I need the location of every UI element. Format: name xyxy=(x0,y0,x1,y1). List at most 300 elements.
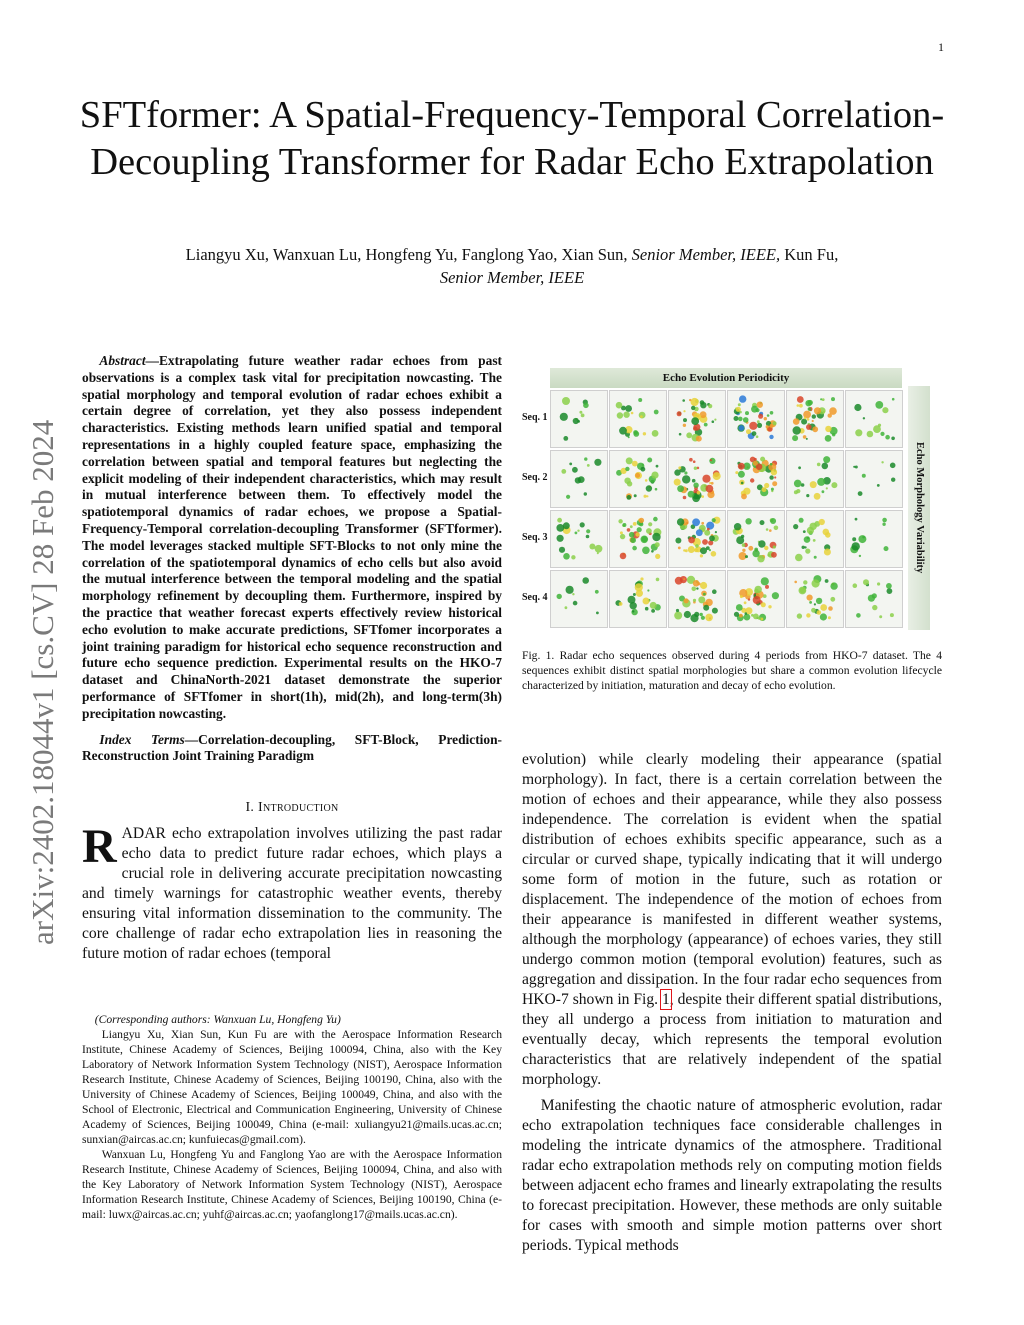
paper-title: SFTformer: A Spatial-Frequency-Temporal Correlation-Decoupling Transformer for Radar Echo Extrapolation xyxy=(79,94,945,183)
radar-echo-cell xyxy=(627,528,631,532)
radar-echo-cell xyxy=(816,598,822,604)
radar-echo-cell xyxy=(635,532,639,536)
radar-echo-cell xyxy=(647,589,649,591)
radar-echo-cell xyxy=(743,417,749,423)
radar-echo-cell xyxy=(700,613,703,616)
radar-echo-cell xyxy=(573,601,578,606)
radar-echo-cell xyxy=(656,578,660,582)
radar-echo-cell xyxy=(632,546,637,551)
radar-echo-cell xyxy=(771,469,777,475)
figure-1 xyxy=(550,368,934,630)
page-number: 1 xyxy=(938,40,944,54)
radar-echo-cell xyxy=(715,531,717,533)
radar-echo-cell xyxy=(749,422,757,430)
radar-echo-cell xyxy=(700,554,703,557)
radar-echo-cell xyxy=(572,593,574,595)
radar-echo-cell xyxy=(646,485,652,491)
radar-echo-cell xyxy=(855,429,862,436)
radar-echo-cell xyxy=(806,424,812,430)
radar-echo-cell xyxy=(674,479,681,486)
radar-echo-cell xyxy=(806,494,809,497)
radar-echo-cell xyxy=(630,537,636,543)
radar-echo-cell xyxy=(882,407,888,413)
radar-echo-cell xyxy=(643,598,650,605)
radar-echo-cell xyxy=(712,608,718,614)
radar-frame-image xyxy=(668,450,726,508)
radar-echo-cell xyxy=(638,398,642,402)
radar-echo-cell xyxy=(812,426,818,432)
radar-echo-cell xyxy=(703,593,706,596)
radar-echo-cell xyxy=(858,491,863,496)
radar-frame-image xyxy=(609,570,667,628)
radar-echo-cell xyxy=(677,518,684,525)
radar-echo-graphic xyxy=(728,451,784,507)
radar-echo-cell xyxy=(632,461,638,467)
abstract xyxy=(82,353,502,723)
radar-echo-cell xyxy=(640,577,643,580)
radar-echo-cell xyxy=(655,542,660,547)
radar-echo-cell xyxy=(712,518,716,522)
radar-echo-cell xyxy=(804,417,807,420)
radar-echo-cell xyxy=(697,491,701,495)
radar-echo-cell xyxy=(804,546,806,548)
radar-echo-cell xyxy=(742,549,745,552)
radar-echo-cell xyxy=(561,469,566,474)
radar-echo-cell xyxy=(875,401,883,409)
radar-echo-cell xyxy=(651,609,655,613)
radar-echo-cell xyxy=(806,438,808,440)
radar-echo-cell xyxy=(683,578,685,580)
radar-echo-graphic xyxy=(551,451,607,507)
radar-echo-cell xyxy=(702,475,710,483)
radar-echo-cell xyxy=(806,613,810,617)
radar-echo-cell xyxy=(814,493,821,500)
radar-echo-graphic xyxy=(846,511,902,567)
radar-echo-cell xyxy=(797,613,802,618)
radar-echo-cell xyxy=(745,555,748,558)
radar-echo-cell xyxy=(822,398,825,401)
radar-echo-cell xyxy=(817,478,825,486)
radar-echo-cell xyxy=(767,554,770,557)
radar-echo-graphic xyxy=(669,571,725,627)
radar-echo-cell xyxy=(683,410,685,412)
radar-echo-cell xyxy=(625,405,632,412)
radar-echo-cell xyxy=(770,411,774,415)
radar-echo-cell xyxy=(711,482,714,485)
radar-echo-cell xyxy=(852,542,860,550)
radar-echo-cell xyxy=(700,547,707,554)
radar-echo-cell xyxy=(760,520,765,525)
radar-echo-cell xyxy=(566,586,574,594)
index-terms xyxy=(82,732,502,766)
radar-echo-cell xyxy=(793,426,801,434)
radar-echo-cell xyxy=(684,471,687,474)
radar-echo-cell xyxy=(648,522,652,526)
radar-echo-graphic xyxy=(551,571,607,627)
radar-echo-cell xyxy=(678,547,681,550)
radar-echo-cell xyxy=(867,431,874,438)
corresponding-authors: (Corresponding authors: Wanxuan Lu, Hongfeng Yu) xyxy=(94,1013,341,1026)
radar-echo-cell xyxy=(769,475,773,479)
radar-echo-cell xyxy=(814,556,817,559)
radar-echo-cell xyxy=(734,523,741,530)
radar-echo-cell xyxy=(683,424,686,427)
radar-echo-cell xyxy=(644,495,647,498)
radar-echo-cell xyxy=(810,481,817,488)
radar-echo-cell xyxy=(879,615,882,618)
radar-echo-cell xyxy=(812,414,816,418)
figure-title: Echo Evolution Periodicity xyxy=(550,368,902,388)
radar-echo-cell xyxy=(736,536,744,544)
radar-echo-cell xyxy=(812,420,814,422)
radar-echo-cell xyxy=(872,605,877,610)
radar-echo-cell xyxy=(653,517,658,522)
radar-echo-cell xyxy=(627,495,632,500)
radar-echo-cell xyxy=(772,481,777,486)
radar-echo-cell xyxy=(597,552,599,554)
radar-echo-cell xyxy=(642,464,644,466)
radar-echo-cell xyxy=(713,472,721,480)
radar-echo-cell xyxy=(822,463,829,470)
radar-echo-cell xyxy=(693,460,696,463)
radar-echo-graphic xyxy=(610,571,666,627)
radar-echo-cell xyxy=(770,463,773,466)
radar-echo-cell xyxy=(820,604,827,611)
radar-echo-cell xyxy=(622,523,626,527)
radar-echo-graphic xyxy=(787,571,843,627)
body-paragraph-2: Manifesting the chaotic nature of atmospheric evolution, radar echo extrapolation techniques face considerable challenges in modeling the intricate dynamics of the atmosphere. Traditional radar echo extrapolation methods rely on computing motion fields between adjacent echo frames and linearly extrapolating the results to forecast precipitation. However, these methods are only suitable for cases with smooth and simple motion patterns over short periods. Typical methods xyxy=(522,1097,942,1254)
radar-echo-graphic xyxy=(669,451,725,507)
radar-echo-cell xyxy=(645,479,648,482)
radar-frame-image xyxy=(786,570,844,628)
radar-echo-cell xyxy=(739,614,743,618)
radar-echo-cell xyxy=(703,605,709,611)
radar-echo-cell xyxy=(814,407,821,414)
radar-echo-cell xyxy=(700,402,706,408)
radar-echo-cell xyxy=(643,432,646,435)
radar-echo-cell xyxy=(623,412,629,418)
radar-echo-cell xyxy=(734,612,739,617)
radar-echo-cell xyxy=(557,594,562,599)
radar-echo-cell xyxy=(800,587,806,593)
radar-echo-cell xyxy=(810,523,817,530)
radar-frame-image xyxy=(845,390,903,448)
radar-echo-cell xyxy=(586,535,590,539)
radar-echo-cell xyxy=(774,526,779,531)
body-paragraph-1-b: , despite their different spatial distributions, they all undergo a process from initiation to maturation and eventually decay, which represents the temporal evolution characteristics that are relatively independent of the spatial morphology. xyxy=(522,991,942,1088)
radar-echo-cell xyxy=(583,403,589,409)
radar-echo-cell xyxy=(766,425,769,428)
radar-echo-cell xyxy=(765,585,769,589)
radar-echo-cell xyxy=(625,467,629,471)
figure-side-label: Echo Morphology Variability xyxy=(908,386,930,630)
radar-frame-image xyxy=(727,510,785,568)
radar-echo-cell xyxy=(863,579,869,585)
radar-echo-cell xyxy=(560,413,568,421)
radar-echo-cell xyxy=(891,478,895,482)
radar-echo-cell xyxy=(651,472,658,479)
radar-echo-cell xyxy=(563,553,570,560)
radar-echo-cell xyxy=(744,601,747,604)
radar-echo-cell xyxy=(882,523,885,526)
radar-echo-cell xyxy=(645,607,649,611)
radar-echo-cell xyxy=(693,580,700,587)
radar-echo-cell xyxy=(825,435,832,442)
abstract-text: —Extrapolating future weather radar echoes from past observations is a complex task vital for precipitation nowcasting. The spatial morphology and temporal evolution of radar echoes exhibit a certain degree of correlation, yet they also possess independent characteristics. Existing methods learn unified spatial and temporal representations in a highly coupled feature space, emphasizing the correlation between spatial and temporal features but neglecting the explicit modeling of their independent characteristics, which may result in mutual interference between them. To effectively model the spatiotemporal dynamics of radar echoes, we propose a Spatial-Frequency-Temporal correlation-decoupling Transformer (SFTformer). The model leverages stacked multiple SFT-Blocks to not only mine the correlation of the spatiotemporal dynamics of echo cells but also avoid the mutual interference between the temporal modeling and the spatial morphology refinement by decoupling them. Furthermore, inspired by the practice that weather forecast experts effectively review historical echo evolution to make accurate predictions, SFTfomer incorporates a joint training paradigm for historical echo sequence reconstruction and future echo sequence prediction. Experimental results on the HKO-7 dataset and ChinaNorth-2021 dataset demonstrate the superior performance of SFTfomer in short(1h), mid(2h), and long-term(3h) precipitation nowcasting. xyxy=(82,353,502,721)
radar-echo-cell xyxy=(877,484,880,487)
radar-echo-cell xyxy=(887,588,893,594)
radar-sequence-row xyxy=(550,510,902,570)
radar-echo-cell xyxy=(650,602,657,609)
index-terms-text: —Correlation-decoupling, SFT-Block, Prediction-Reconstruction Joint Training Paradigm xyxy=(82,731,502,764)
radar-frame-image xyxy=(727,450,785,508)
radar-echo-cell xyxy=(639,518,644,523)
radar-echo-cell xyxy=(859,555,861,557)
radar-echo-cell xyxy=(654,410,659,415)
radar-echo-cell xyxy=(885,435,890,440)
radar-echo-cell xyxy=(767,414,770,417)
radar-echo-graphic xyxy=(728,391,784,447)
radar-echo-cell xyxy=(646,528,652,534)
radar-echo-cell xyxy=(736,604,743,611)
radar-echo-cell xyxy=(751,406,758,413)
radar-echo-cell xyxy=(854,404,861,411)
intro-text: ADAR echo extrapolation involves utilizing the past radar echo data to predict future radar echoes, which plays a crucial role in delivering accurate precipitation nowcasting and timely warnings for catastrophic weather events, thereby ensuring vital information dissemination to the community. The core challenge of radar echo extrapolation lies in reasoning the future motion of radar echoes (temporal xyxy=(82,825,502,963)
radar-echo-cell xyxy=(641,467,646,472)
radar-echo-graphic xyxy=(846,391,902,447)
radar-echo-cell xyxy=(890,463,896,469)
radar-echo-cell xyxy=(758,617,761,620)
radar-echo-cell xyxy=(712,420,715,423)
radar-sequence-row xyxy=(550,450,902,510)
radar-echo-cell xyxy=(801,419,807,425)
radar-frame-image xyxy=(609,450,667,508)
radar-echo-cell xyxy=(823,529,830,536)
radar-echo-graphic xyxy=(728,571,784,627)
radar-frame-image xyxy=(609,510,667,568)
radar-echo-cell xyxy=(682,475,690,483)
radar-echo-cell xyxy=(580,522,585,527)
radar-echo-cell xyxy=(820,613,827,620)
radar-echo-cell xyxy=(684,598,689,603)
radar-echo-cell xyxy=(792,435,798,441)
radar-echo-cell xyxy=(794,581,797,584)
radar-echo-cell xyxy=(571,555,575,559)
radar-echo-cell xyxy=(689,399,691,401)
radar-echo-cell xyxy=(683,418,687,422)
radar-echo-cell xyxy=(575,532,578,535)
radar-echo-cell xyxy=(824,549,831,556)
radar-echo-cell xyxy=(674,612,682,620)
radar-echo-cell xyxy=(773,545,776,548)
radar-frame-image xyxy=(668,510,726,568)
radar-echo-cell xyxy=(739,411,742,414)
radar-echo-cell xyxy=(803,435,807,439)
radar-echo-cell xyxy=(760,457,765,462)
radar-echo-cell xyxy=(707,528,710,531)
radar-echo-cell xyxy=(740,595,743,598)
radar-echo-cell xyxy=(807,418,810,421)
radar-echo-cell xyxy=(589,544,595,550)
radar-echo-cell xyxy=(694,467,697,470)
abstract-label: Abstract xyxy=(99,353,146,368)
radar-echo-cell xyxy=(701,495,704,498)
radar-echo-graphic xyxy=(787,451,843,507)
radar-echo-cell xyxy=(652,430,659,437)
radar-echo-cell xyxy=(701,522,704,525)
radar-frame-image xyxy=(845,510,903,568)
radar-echo-cell xyxy=(826,487,828,489)
radar-echo-cell xyxy=(853,583,858,588)
radar-sequence-row xyxy=(550,570,902,630)
radar-echo-cell xyxy=(631,412,634,415)
radar-echo-cell xyxy=(711,551,717,557)
radar-echo-graphic xyxy=(728,511,784,567)
radar-echo-cell xyxy=(578,476,585,483)
radar-echo-cell xyxy=(712,589,717,594)
radar-echo-cell xyxy=(880,432,884,436)
radar-echo-cell xyxy=(768,605,771,608)
radar-echo-cell xyxy=(757,402,763,408)
author-list xyxy=(90,243,934,289)
radar-echo-cell xyxy=(761,577,769,585)
radar-echo-cell xyxy=(694,548,698,552)
radar-echo-cell xyxy=(565,606,568,609)
radar-echo-cell xyxy=(797,404,800,407)
radar-echo-cell xyxy=(855,466,858,469)
radar-echo-cell xyxy=(819,519,825,525)
radar-echo-cell xyxy=(830,597,835,602)
radar-echo-cell xyxy=(855,518,858,521)
radar-echo-cell xyxy=(596,612,599,615)
radar-echo-cell xyxy=(709,549,711,551)
figure-reference-link[interactable]: 1 xyxy=(662,991,670,1008)
radar-echo-cell xyxy=(696,436,702,442)
radar-echo-cell xyxy=(691,398,699,406)
radar-echo-cell xyxy=(766,528,769,531)
radar-echo-cell xyxy=(693,483,698,488)
radar-echo-graphic xyxy=(610,511,666,567)
radar-echo-cell xyxy=(685,549,688,552)
radar-echo-cell xyxy=(632,610,634,612)
radar-echo-cell xyxy=(811,608,816,613)
radar-echo-cell xyxy=(769,435,773,439)
radar-echo-cell xyxy=(758,540,765,547)
radar-echo-cell xyxy=(635,583,643,591)
radar-echo-cell xyxy=(750,478,754,482)
radar-echo-graphic xyxy=(610,391,666,447)
radar-echo-cell xyxy=(753,596,761,604)
radar-echo-cell xyxy=(704,423,708,427)
radar-frame-image xyxy=(786,390,844,448)
radar-echo-graphic xyxy=(551,391,607,447)
radar-echo-cell xyxy=(798,466,801,469)
arxiv-stamp: arXiv:2402.18044v1 [cs.CV] 28 Feb 2024 xyxy=(25,419,60,945)
radar-echo-cell xyxy=(677,411,682,416)
radar-echo-cell xyxy=(744,614,751,621)
radar-echo-cell xyxy=(626,457,633,464)
radar-echo-cell xyxy=(569,463,572,466)
radar-echo-cell xyxy=(706,485,714,493)
radar-frame-image xyxy=(550,570,608,628)
radar-echo-cell xyxy=(695,544,699,548)
radar-echo-cell xyxy=(799,518,804,523)
radar-echo-cell xyxy=(624,478,630,484)
radar-echo-cell xyxy=(582,577,589,584)
radar-echo-cell xyxy=(642,547,650,555)
radar-sequence-row xyxy=(550,390,902,450)
radar-echo-cell xyxy=(683,496,687,500)
radar-echo-cell xyxy=(620,553,627,560)
radar-echo-cell xyxy=(562,397,570,405)
radar-echo-cell xyxy=(696,587,698,589)
radar-echo-cell xyxy=(764,483,769,488)
radar-echo-cell xyxy=(689,458,693,462)
radar-frame-image xyxy=(550,510,608,568)
seq-label-1: Seq. 1 xyxy=(522,412,548,423)
radar-echo-cell xyxy=(877,582,880,585)
radar-echo-cell xyxy=(684,611,691,618)
radar-echo-cell xyxy=(628,596,636,604)
radar-echo-cell xyxy=(873,425,881,433)
radar-echo-cell xyxy=(704,530,710,536)
radar-echo-cell xyxy=(823,456,830,463)
radar-echo-cell xyxy=(640,415,643,418)
radar-echo-cell xyxy=(619,427,627,435)
radar-echo-cell xyxy=(573,418,579,424)
radar-echo-cell xyxy=(734,416,739,421)
section-title: Introduction xyxy=(258,800,339,816)
radar-echo-cell xyxy=(646,495,648,497)
radar-echo-cell xyxy=(892,398,895,401)
radar-echo-cell xyxy=(634,494,637,497)
radar-echo-cell xyxy=(764,546,768,550)
radar-echo-cell xyxy=(628,436,630,438)
radar-echo-cell xyxy=(745,518,751,524)
radar-echo-cell xyxy=(769,529,772,532)
radar-echo-cell xyxy=(655,554,660,559)
radar-echo-cell xyxy=(676,609,679,612)
author-names-tail: Kun Fu, xyxy=(784,245,839,264)
radar-echo-cell xyxy=(637,527,642,532)
radar-echo-cell xyxy=(793,524,798,529)
radar-echo-cell xyxy=(795,554,803,562)
footnote-affiliation-2: Wanxuan Lu, Hongfeng Yu and Fanglong Yao are with the Aerospace Information Research Institute, Chinese Academy of Sciences, Beijing 100094, China, and also with the Key Laboratory of Network Information System Technology (NIST), Aerospace Information Research Institute, Chinese Academy of Sciences, Beijing 100190, China (e-mail: luwx@aircas.ac.cn; yuhf@aircas.ac.cn; yaofanglong17@mails.ucas.ac.cn). xyxy=(82,1148,502,1221)
radar-echo-cell xyxy=(863,417,865,419)
radar-echo-cell xyxy=(741,494,747,500)
radar-echo-cell xyxy=(586,529,590,533)
radar-echo-cell xyxy=(825,579,829,583)
radar-echo-cell xyxy=(770,424,774,428)
radar-echo-cell xyxy=(761,602,766,607)
radar-echo-cell xyxy=(817,463,821,467)
radar-echo-cell xyxy=(620,534,625,539)
radar-echo-cell xyxy=(642,536,648,542)
radar-echo-cell xyxy=(655,488,658,491)
radar-echo-cell xyxy=(856,613,861,618)
radar-echo-cell xyxy=(813,539,816,542)
section-number: I. xyxy=(245,800,255,816)
radar-echo-cell xyxy=(675,538,681,544)
radar-echo-cell xyxy=(690,614,698,622)
radar-echo-cell xyxy=(756,435,759,438)
radar-echo-cell xyxy=(595,590,599,594)
radar-echo-cell xyxy=(882,518,887,523)
radar-echo-cell xyxy=(771,488,774,491)
footnote-affiliation-1: Liangyu Xu, Xian Sun, Kun Fu are with the Aerospace Information Research Institute, Chinese Academy of Sciences, Beijing 100094, China, also with the Key Laboratory of Network Information System Technology (NIST), Aerospace Information Research Institute, Chinese Academy of Sciences, Beijing 100190, China, also with the University of Chinese Academy of Sciences, Beijing 100049, China, and also with the School of Electronic, Electrical and Communication Engineering, University of Chinese Academy of Sciences, Beijing 100049, China (e-mail: xuliangyu21@mails.ucas.ac.cn; sunxian@aircas.ac.cn; kunfuiecas@gmail.com). xyxy=(82,1028,502,1146)
radar-echo-graphic xyxy=(846,451,902,507)
radar-echo-cell xyxy=(793,418,800,425)
